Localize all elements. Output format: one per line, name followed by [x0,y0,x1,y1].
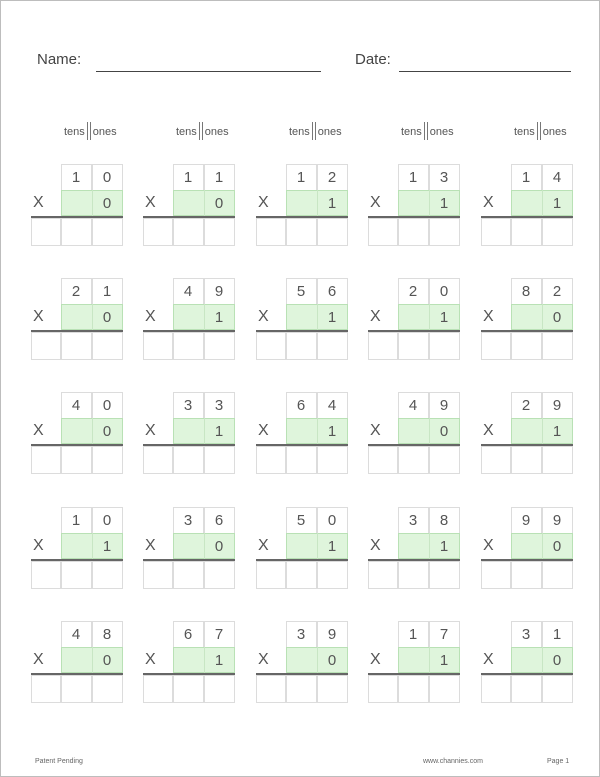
multiplier-digit: 1 [102,538,112,555]
answer-line [256,330,348,332]
tens-digit: 1 [71,169,81,186]
multiplication-problem [368,507,463,589]
ones-digit: 6 [214,512,224,529]
tens-digit: 3 [183,397,193,414]
answer-line [256,673,348,675]
ones-digit: 9 [439,397,449,414]
ones-digit: 7 [214,626,224,643]
footer-website: www.channies.com [423,758,483,765]
answer-ones-box[interactable] [542,675,573,703]
multiplication-problem [31,507,126,589]
ones-digit: 3 [439,169,449,186]
tens-digit: 5 [296,512,306,529]
tens-label: tens [176,126,197,138]
multiplier-digit: 1 [214,652,224,669]
multiply-sign: X [33,308,44,325]
answer-tens-box[interactable] [398,561,429,589]
answer-box-left[interactable] [481,218,511,246]
place-value-divider [312,122,316,140]
answer-line [481,673,573,675]
answer-ones-box[interactable] [542,218,573,246]
tens-digit: 4 [408,397,418,414]
answer-box-left[interactable] [31,332,61,360]
answer-line [31,330,123,332]
ones-digit: 4 [327,397,337,414]
answer-box-left[interactable] [368,332,398,360]
tens-digit: 3 [408,512,418,529]
answer-ones-box[interactable] [92,218,123,246]
multiply-sign: X [370,194,381,211]
multiplication-problem [143,621,238,703]
multiply-sign: X [33,422,44,439]
tens-digit: 3 [183,512,193,529]
multiplier-digit: 1 [552,195,562,212]
multiply-sign: X [370,422,381,439]
tens-digit: 3 [296,626,306,643]
tens-label: tens [514,126,535,138]
answer-line [31,444,123,446]
tens-digit: 1 [408,626,418,643]
tens-label: tens [64,126,85,138]
tens-digit: 2 [521,397,531,414]
tens-digit: 4 [183,283,193,300]
multiplier-digit: 1 [214,423,224,440]
answer-tens-box[interactable] [398,675,429,703]
answer-ones-box[interactable] [92,675,123,703]
ones-label: ones [204,126,229,138]
answer-tens-box[interactable] [286,218,317,246]
answer-line [368,216,460,218]
answer-ones-box[interactable] [204,561,235,589]
tens-digit: 1 [521,169,531,186]
answer-box-left[interactable] [256,675,286,703]
ones-digit: 8 [439,512,449,529]
multiplier-digit: 0 [102,652,112,669]
answer-ones-box[interactable] [542,561,573,589]
multiplication-problem [143,278,238,360]
ones-digit: 1 [102,283,112,300]
tens-digit: 4 [71,397,81,414]
multiplication-problem [368,392,463,474]
answer-box-left[interactable] [481,561,511,589]
multiplier-digit: 1 [439,538,449,555]
answer-tens-box[interactable] [286,675,317,703]
answer-box-left[interactable] [256,218,286,246]
answer-box-left[interactable] [143,446,173,474]
tens-digit: 6 [296,397,306,414]
ones-digit: 9 [552,512,562,529]
answer-box-left[interactable] [143,561,173,589]
multiply-sign: X [145,651,156,668]
answer-ones-box[interactable] [429,446,460,474]
tens-digit: 5 [296,283,306,300]
answer-ones-box[interactable] [204,675,235,703]
answer-ones-box[interactable] [92,446,123,474]
multiplier-digit: 1 [327,423,337,440]
answer-tens-box[interactable] [173,561,204,589]
answer-line [481,216,573,218]
multiplier-digit: 0 [102,423,112,440]
answer-line [143,444,235,446]
tens-digit: 2 [71,283,81,300]
multiply-sign: X [145,537,156,554]
multiplication-problem [481,392,576,474]
place-value-divider [424,122,428,140]
date-label: Date: [355,51,391,68]
multiplication-problem [31,164,126,246]
ones-digit: 0 [102,169,112,186]
footer-patent: Patent Pending [35,758,83,765]
answer-tens-box[interactable] [511,561,542,589]
multiplier-digit: 0 [552,309,562,326]
column-header [64,122,117,140]
tens-digit: 1 [296,169,306,186]
answer-ones-box[interactable] [542,446,573,474]
multiplication-problem [31,278,126,360]
multiplier-digit: 1 [327,309,337,326]
answer-ones-box[interactable] [204,218,235,246]
answer-tens-box[interactable] [173,446,204,474]
multiplication-problem [31,392,126,474]
multiplication-problem [481,507,576,589]
answer-line [368,559,460,561]
answer-line [143,673,235,675]
multiply-sign: X [370,537,381,554]
multiplier-digit: 0 [439,423,449,440]
answer-tens-box[interactable] [511,218,542,246]
ones-digit: 3 [214,397,224,414]
multiplication-problem [256,507,351,589]
multiplication-problem [368,621,463,703]
multiplier-digit: 1 [439,652,449,669]
ones-digit: 0 [102,397,112,414]
ones-digit: 0 [102,512,112,529]
ones-digit: 7 [439,626,449,643]
tens-digit: 4 [71,626,81,643]
multiplication-problem [256,278,351,360]
multiplier-digit: 0 [552,652,562,669]
multiplication-problem [481,278,576,360]
tens-digit: 9 [521,512,531,529]
answer-line [256,559,348,561]
multiply-sign: X [33,194,44,211]
answer-ones-box[interactable] [317,446,348,474]
ones-digit: 2 [327,169,337,186]
ones-digit: 1 [214,169,224,186]
multiplier-digit: 1 [214,309,224,326]
place-value-divider [537,122,541,140]
answer-tens-box[interactable] [511,446,542,474]
answer-box-left[interactable] [368,675,398,703]
answer-ones-box[interactable] [317,675,348,703]
answer-tens-box[interactable] [61,561,92,589]
answer-tens-box[interactable] [286,446,317,474]
tens-digit: 1 [71,512,81,529]
column-header [176,122,229,140]
multiply-sign: X [483,422,494,439]
multiply-sign: X [258,422,269,439]
multiply-sign: X [483,537,494,554]
answer-ones-box[interactable] [542,332,573,360]
multiplication-problem [31,621,126,703]
answer-box-left[interactable] [481,332,511,360]
multiplication-problem [256,392,351,474]
multiplier-digit: 0 [327,652,337,669]
multiply-sign: X [483,308,494,325]
multiplier-digit: 0 [552,538,562,555]
answer-ones-box[interactable] [317,332,348,360]
answer-line [256,444,348,446]
ones-digit: 0 [439,283,449,300]
answer-box-left[interactable] [368,218,398,246]
place-value-divider [199,122,203,140]
tens-digit: 1 [408,169,418,186]
answer-box-left[interactable] [31,561,61,589]
multiplier-digit: 1 [327,538,337,555]
multiplier-digit: 1 [552,423,562,440]
multiply-sign: X [483,194,494,211]
footer-page-number: Page 1 [547,758,570,765]
answer-line [256,216,348,218]
tens-label: tens [401,126,422,138]
place-value-divider [87,122,91,140]
multiply-sign: X [258,308,269,325]
multiplication-problem [256,164,351,246]
multiplier-digit: 1 [327,195,337,212]
answer-tens-box[interactable] [398,218,429,246]
name-label: Name: [37,51,82,68]
answer-ones-box[interactable] [92,332,123,360]
answer-tens-box[interactable] [61,332,92,360]
answer-box-left[interactable] [143,675,173,703]
name-field[interactable] [96,71,321,72]
answer-box-left[interactable] [256,446,286,474]
answer-tens-box[interactable] [286,332,317,360]
multiplication-problem [143,507,238,589]
column-header [289,122,342,140]
multiplication-problem [256,621,351,703]
answer-ones-box[interactable] [92,561,123,589]
multiply-sign: X [258,651,269,668]
multiplication-problem [481,164,576,246]
answer-ones-box[interactable] [429,332,460,360]
answer-ones-box[interactable] [429,561,460,589]
answer-ones-box[interactable] [429,218,460,246]
answer-box-left[interactable] [31,218,61,246]
answer-tens-box[interactable] [173,675,204,703]
ones-digit: 8 [102,626,112,643]
date-field[interactable] [399,71,571,72]
answer-box-left[interactable] [368,561,398,589]
column-header [401,122,454,140]
answer-box-left[interactable] [256,332,286,360]
ones-digit: 6 [327,283,337,300]
answer-line [368,673,460,675]
answer-box-left[interactable] [481,675,511,703]
multiply-sign: X [145,308,156,325]
ones-digit: 2 [552,283,562,300]
multiplier-digit: 0 [214,195,224,212]
answer-line [481,559,573,561]
tens-digit: 6 [183,626,193,643]
ones-label: ones [92,126,117,138]
answer-ones-box[interactable] [317,561,348,589]
ones-label: ones [317,126,342,138]
answer-line [31,673,123,675]
answer-line [481,330,573,332]
ones-digit: 9 [327,626,337,643]
answer-line [368,444,460,446]
answer-tens-box[interactable] [398,446,429,474]
answer-ones-box[interactable] [429,675,460,703]
ones-label: ones [542,126,567,138]
answer-tens-box[interactable] [286,561,317,589]
answer-tens-box[interactable] [173,332,204,360]
answer-line [143,330,235,332]
answer-tens-box[interactable] [511,675,542,703]
answer-line [368,330,460,332]
answer-line [143,559,235,561]
answer-line [31,559,123,561]
multiply-sign: X [258,194,269,211]
answer-line [143,216,235,218]
answer-tens-box[interactable] [61,675,92,703]
multiply-sign: X [258,537,269,554]
answer-box-left[interactable] [31,446,61,474]
tens-digit: 8 [521,283,531,300]
answer-ones-box[interactable] [204,332,235,360]
multiplication-problem [143,164,238,246]
multiply-sign: X [33,651,44,668]
multiplication-problem [143,392,238,474]
tens-digit: 3 [521,626,531,643]
multiply-sign: X [145,194,156,211]
multiply-sign: X [483,651,494,668]
answer-ones-box[interactable] [204,446,235,474]
tens-digit: 1 [183,169,193,186]
multiply-sign: X [370,308,381,325]
answer-ones-box[interactable] [317,218,348,246]
tens-digit: 2 [408,283,418,300]
answer-line [481,444,573,446]
answer-tens-box[interactable] [511,332,542,360]
ones-digit: 0 [327,512,337,529]
column-header [514,122,567,140]
answer-box-left[interactable] [143,332,173,360]
ones-digit: 9 [552,397,562,414]
ones-label: ones [429,126,454,138]
multiplication-problem [368,164,463,246]
ones-digit: 1 [552,626,562,643]
multiply-sign: X [370,651,381,668]
multiply-sign: X [33,537,44,554]
answer-tens-box[interactable] [173,218,204,246]
tens-label: tens [289,126,310,138]
multiplier-digit: 1 [439,195,449,212]
multiplier-digit: 0 [102,309,112,326]
ones-digit: 4 [552,169,562,186]
answer-tens-box[interactable] [61,218,92,246]
answer-box-left[interactable] [143,218,173,246]
multiplier-digit: 0 [102,195,112,212]
multiply-sign: X [145,422,156,439]
answer-tens-box[interactable] [61,446,92,474]
answer-tens-box[interactable] [398,332,429,360]
multiplication-problem [481,621,576,703]
multiplier-digit: 1 [439,309,449,326]
multiplier-digit: 0 [214,538,224,555]
multiplication-problem [368,278,463,360]
ones-digit: 9 [214,283,224,300]
answer-box-left[interactable] [481,446,511,474]
answer-box-left[interactable] [31,675,61,703]
answer-line [31,216,123,218]
answer-box-left[interactable] [368,446,398,474]
answer-box-left[interactable] [256,561,286,589]
